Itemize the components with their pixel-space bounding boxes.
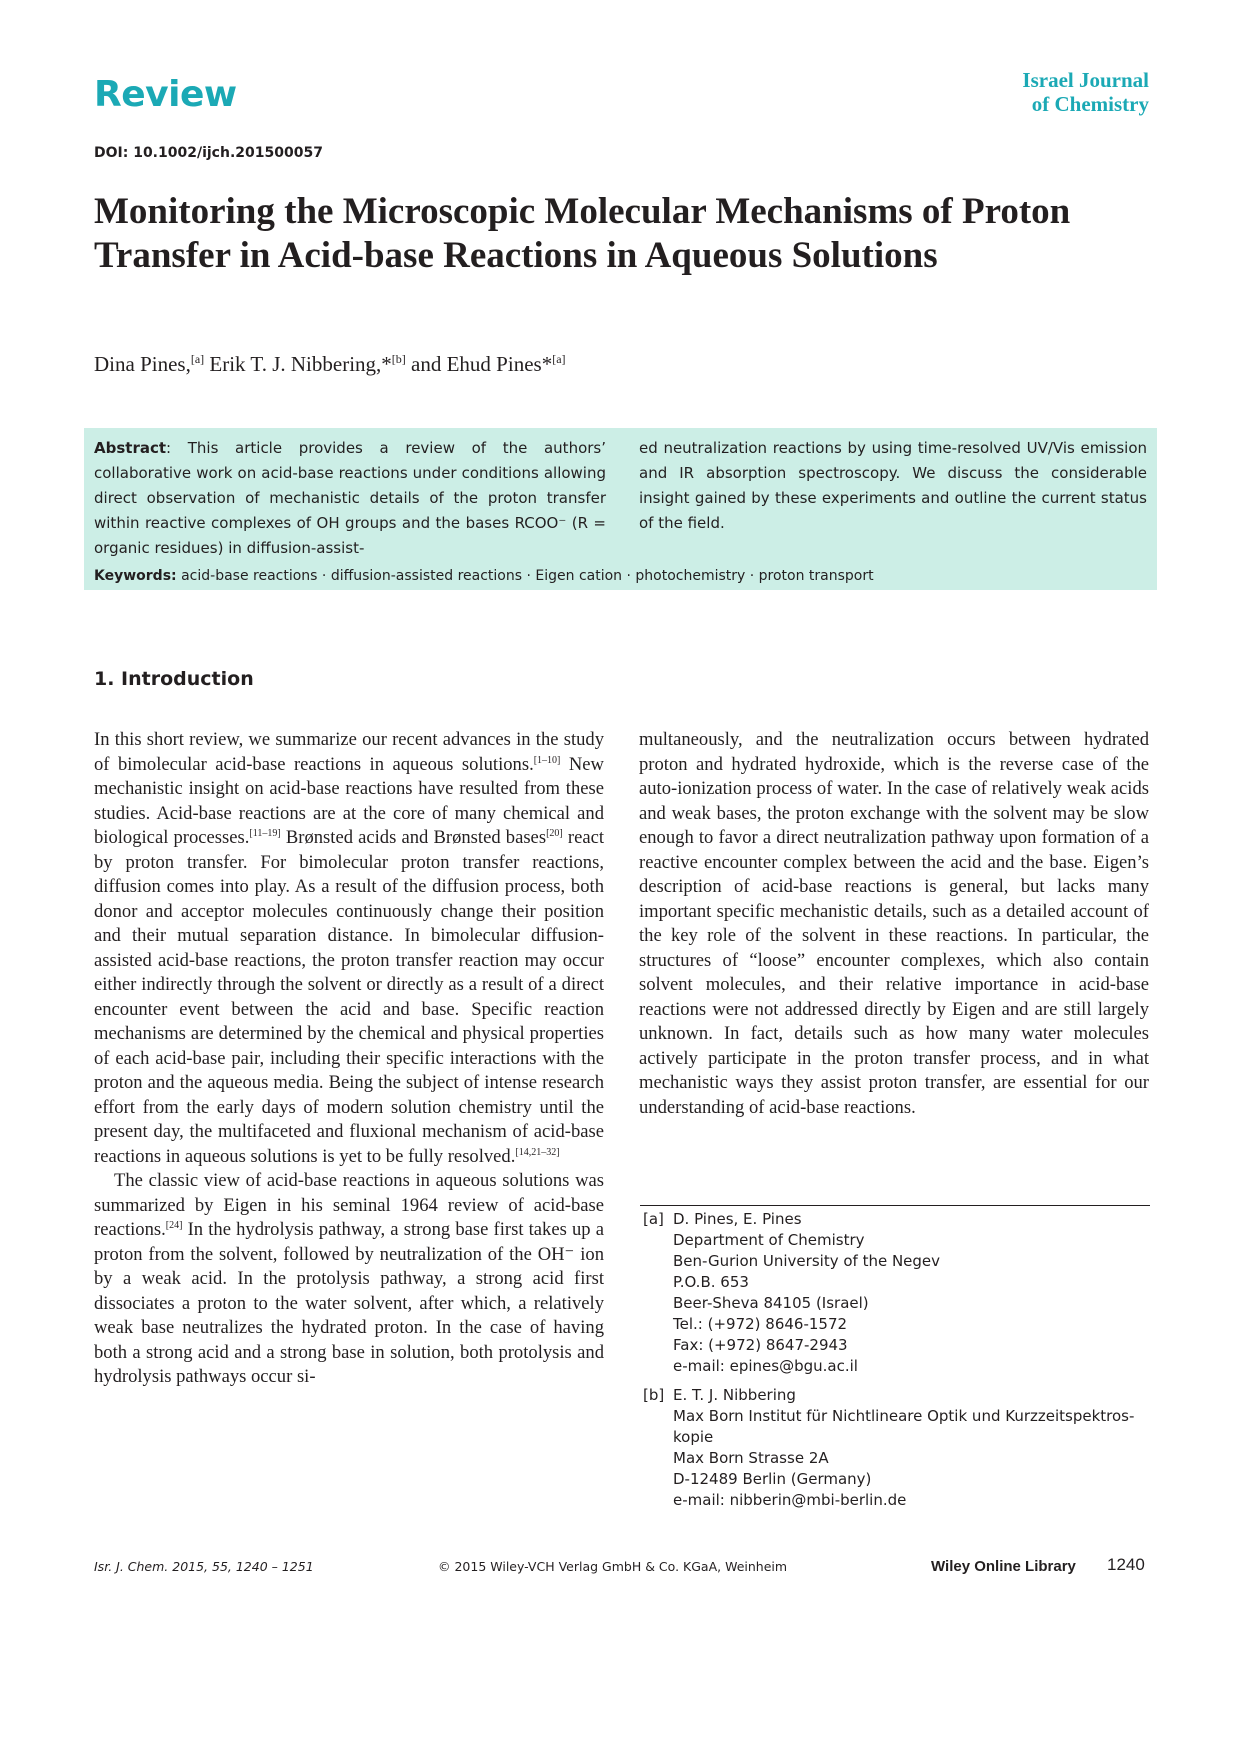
section-heading: 1. Introduction [94, 668, 254, 690]
abstract-box [84, 428, 1157, 590]
section-label: Review [94, 74, 237, 115]
abstract-left-column [94, 436, 606, 561]
affiliation-line: kopie [673, 1428, 714, 1446]
affiliation-tag: [a] [643, 1210, 664, 1228]
author-name: Ehud Pines* [446, 352, 553, 376]
keywords [94, 568, 874, 584]
affiliation-line: Beer-Sheva 84105 (Israel) [673, 1294, 869, 1312]
affiliation-line: D-12489 Berlin (Germany) [673, 1470, 872, 1488]
journal-name-line2: of Chemistry [1031, 92, 1149, 116]
affiliation-line: Ben-Gurion University of the Negev [673, 1252, 941, 1270]
author-name: Erik T. J. Nibbering,* [209, 352, 392, 376]
affiliation-line: D. Pines, E. Pines [673, 1210, 802, 1228]
email-link[interactable]: e-mail: epines@bgu.ac.il [673, 1357, 858, 1375]
affiliation-line: P.O.B. 653 [673, 1273, 749, 1291]
author-list: Dina Pines,[a] Erik T. J. Nibbering,*[b] and Ehud Pines*[a] [94, 352, 566, 376]
footer-citation: Isr. J. Chem. 2015, 55, 1240 – 1251 [94, 1559, 314, 1574]
affiliation-line: Tel.: (+972) 8646-1572 [673, 1315, 848, 1333]
abstract-label: Abstract [94, 439, 167, 457]
email-link[interactable]: e-mail: nibberin@mbi-berlin.de [673, 1491, 907, 1509]
body-column-right [639, 728, 1149, 1120]
affiliation-line: E. T. J. Nibbering [673, 1386, 796, 1404]
citation-ref[interactable]: [14,21–32] [515, 1146, 560, 1158]
paragraph: The classic view of acid-base reactions in aqueous solutions was summarized by Eigen in his seminal 1964 review of acid-base reactions.[24] In the hydrolysis pathway, a strong base first takes up a proton from the solvent, followed by neutralization of the OH⁻ ion by a weak acid. In the protolysis pathway, a strong acid first dissociates a proton to the water solvent, after which, a relatively weak base neutralizes the hydrated proton. In the case of having both a strong acid and a strong base in solution, both protolysis and hydrolysis pathways occur si- [94, 1170, 604, 1387]
journal-name-line1: Israel Journal [1022, 68, 1149, 92]
author-affiliation-ref: [a] [190, 352, 205, 366]
affiliation-divider [640, 1205, 1150, 1206]
keywords-label: Keywords: [94, 568, 177, 584]
affiliation-line: Max Born Institut für Nichtlineare Optik und Kurzzeitspektros- [673, 1407, 1135, 1425]
article-title: Monitoring the Microscopic Molecular Mechanisms of Proton Transfer in Acid-base Reactions in Aqueous Solutions [94, 191, 1071, 276]
author-affiliation-ref: [b] [391, 352, 406, 366]
citation-ref[interactable]: [20] [546, 827, 563, 839]
abstract-text-left: : This article provides a review of the authors’ collaborative work on acid-base reactions under conditions allowing direct observation of mechanistic details of the proton transfer within reactive complexes of OH groups and the bases RCOO⁻ (R = organic residues) in diffusion-assist- [94, 439, 606, 557]
paragraph: In this short review, we summarize our recent advances in the study of bimolecular acid-base reactions in aqueous solutions.[1–10] New mechanistic insight on acid-base reactions have resulted from these studies. Acid-base reactions are at the core of many chemical and biological processes.[11–19] Brønsted acids and Brønsted bases[20] react by proton transfer. For bimolecular proton transfer reactions, diffusion comes into play. As a result of the diffusion process, both donor and acceptor molecules continuously change their position and their mutual separation distance. In bimolecular diffusion-assisted acid-base reactions, the proton transfer reaction may occur either indirectly through the solvent or directly as a result of a direct encounter event between the acid and base. Specific reaction mechanisms are determined by the chemical and physical properties of each acid-base pair, including their specific interactions with the proton and the aqueous media. Being the subject of intense research effort from the early days of modern solution chemistry until the present day, the multifaceted and fluxional mechanism of acid-base reactions in aqueous solutions is yet to be fully resolved.[14,21–32] [94, 729, 604, 1167]
journal-name [1022, 68, 1149, 116]
author-affiliation-ref: [a] [552, 352, 566, 366]
keywords-list: acid-base reactions · diffusion-assisted reactions · Eigen cation · photochemistry · proton transport [181, 568, 874, 584]
citation-ref[interactable]: [11–19] [249, 827, 281, 839]
affiliation-line: Fax: (+972) 8647-2943 [673, 1336, 848, 1354]
affiliation-tag: [b] [643, 1386, 665, 1404]
doi: DOI: 10.1002/ijch.201500057 [94, 145, 323, 161]
footer-library-logo[interactable]: Wiley Online Library [931, 1558, 1076, 1575]
affiliation-line: Department of Chemistry [673, 1231, 865, 1249]
page-number: 1240 [1107, 1555, 1145, 1574]
paragraph: multaneously, and the neutralization occurs between hydrated proton and hydrated hydroxide, which is the reverse case of the auto-ionization process of water. In the case of relatively weak acids and weak bases, the proton exchange with the solvent may be slow enough to favor a direct neutralization pathway upon formation of a reactive encounter complex between the acid and the base. Eigen’s description of acid-base reactions is general, but lacks many important specific mechanistic details, such as a detailed account of the key role of the solvent in these reactions. In particular, the structures of “loose” encounter complexes, which also contain solvent molecules, and their relative importance in acid-base reactions were not addressed directly by Eigen and are still largely unknown. In fact, details such as how many water molecules actively participate in the proton transfer process, and in what mechanistic ways they assist proton transfer, are essential for our understanding of acid-base reactions. [639, 729, 1149, 1118]
abstract-text-right: ed neutralization reactions by using time-resolved UV/Vis emission and IR absorption spectroscopy. We discuss the considerable insight gained by these experiments and outline the current status of the field. [639, 439, 1147, 532]
author-name: Dina Pines, [94, 352, 191, 376]
affiliation-line: Max Born Strasse 2A [673, 1449, 829, 1467]
citation-ref[interactable]: [24] [165, 1219, 183, 1231]
footer-copyright: © 2015 Wiley-VCH Verlag GmbH & Co. KGaA, Weinheim [438, 1559, 788, 1574]
citation-ref[interactable]: [1–10] [533, 754, 561, 766]
body-column-left [94, 728, 604, 1390]
abstract-right-column [639, 436, 1147, 536]
